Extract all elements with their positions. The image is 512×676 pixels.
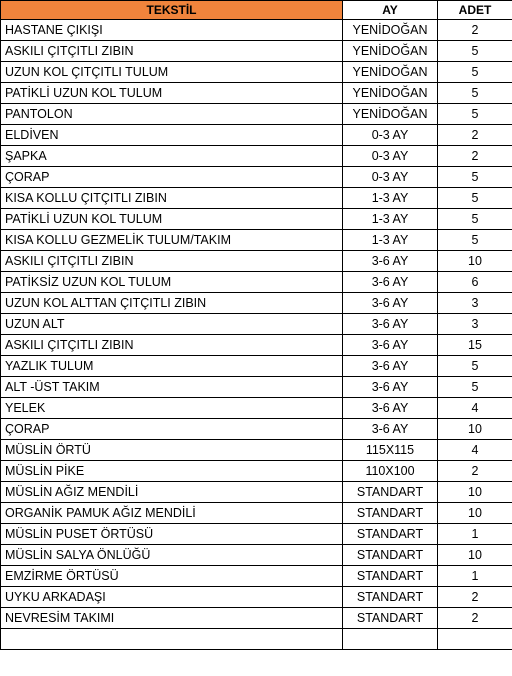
table-row bbox=[1, 41, 512, 62]
table-row bbox=[1, 83, 512, 104]
table-row bbox=[1, 251, 512, 272]
cell-quantity[interactable]: 10 bbox=[438, 503, 512, 524]
cell-item-name[interactable]: ÇORAP bbox=[1, 167, 343, 188]
cell-item-name[interactable]: HASTANE ÇIKIŞI bbox=[1, 20, 343, 41]
cell-quantity[interactable]: 5 bbox=[438, 188, 512, 209]
cell-age[interactable]: 3-6 AY bbox=[343, 335, 438, 356]
table-row bbox=[1, 62, 512, 83]
header-row bbox=[1, 1, 512, 20]
table-row bbox=[1, 419, 512, 440]
cell-item-name[interactable]: EMZİRME ÖRTÜSÜ bbox=[1, 566, 343, 587]
cell-age[interactable] bbox=[343, 629, 438, 650]
cell-item-name[interactable]: UZUN ALT bbox=[1, 314, 343, 335]
cell-item-name[interactable]: ÇORAP bbox=[1, 419, 343, 440]
cell-age[interactable]: STANDART bbox=[343, 608, 438, 629]
cell-quantity[interactable]: 10 bbox=[438, 419, 512, 440]
cell-age[interactable]: STANDART bbox=[343, 566, 438, 587]
cell-item-name[interactable]: MÜSLİN AĞIZ MENDİLİ bbox=[1, 482, 343, 503]
cell-item-name[interactable]: UZUN KOL ALTTAN ÇITÇITLI ZIBIN bbox=[1, 293, 343, 314]
cell-quantity[interactable]: 4 bbox=[438, 440, 512, 461]
cell-quantity[interactable]: 2 bbox=[438, 146, 512, 167]
cell-item-name[interactable]: ELDİVEN bbox=[1, 125, 343, 146]
cell-item-name[interactable]: UZUN KOL ÇITÇITLI TULUM bbox=[1, 62, 343, 83]
cell-item-name[interactable]: PATİKLİ UZUN KOL TULUM bbox=[1, 83, 343, 104]
cell-age[interactable]: 3-6 AY bbox=[343, 398, 438, 419]
cell-age[interactable]: 3-6 AY bbox=[343, 251, 438, 272]
cell-age[interactable]: YENİDOĞAN bbox=[343, 62, 438, 83]
cell-age[interactable]: STANDART bbox=[343, 503, 438, 524]
table-row bbox=[1, 272, 512, 293]
table-body bbox=[1, 20, 512, 650]
table-header bbox=[1, 1, 512, 20]
cell-age[interactable]: 110X100 bbox=[343, 461, 438, 482]
cell-quantity[interactable]: 2 bbox=[438, 608, 512, 629]
cell-quantity[interactable]: 3 bbox=[438, 314, 512, 335]
cell-item-name[interactable]: UYKU ARKADAŞI bbox=[1, 587, 343, 608]
table-row bbox=[1, 356, 512, 377]
table-row bbox=[1, 104, 512, 125]
cell-item-name[interactable]: YAZLIK TULUM bbox=[1, 356, 343, 377]
cell-item-name[interactable]: ASKILI ÇITÇITLI ZIBIN bbox=[1, 251, 343, 272]
cell-age[interactable]: 3-6 AY bbox=[343, 419, 438, 440]
cell-age[interactable]: YENİDOĞAN bbox=[343, 104, 438, 125]
cell-quantity[interactable]: 10 bbox=[438, 251, 512, 272]
cell-item-name[interactable]: ASKILI ÇITÇITLI ZIBIN bbox=[1, 41, 343, 62]
cell-quantity[interactable]: 2 bbox=[438, 587, 512, 608]
cell-age[interactable]: STANDART bbox=[343, 482, 438, 503]
cell-age[interactable]: 1-3 AY bbox=[343, 230, 438, 251]
cell-item-name[interactable]: MÜSLİN PUSET ÖRTÜSÜ bbox=[1, 524, 343, 545]
cell-age[interactable]: 0-3 AY bbox=[343, 125, 438, 146]
cell-age[interactable]: 3-6 AY bbox=[343, 293, 438, 314]
cell-item-name[interactable]: NEVRESİM TAKIMI bbox=[1, 608, 343, 629]
cell-quantity[interactable]: 5 bbox=[438, 377, 512, 398]
cell-age[interactable]: STANDART bbox=[343, 524, 438, 545]
cell-item-name[interactable]: PATİKLİ UZUN KOL TULUM bbox=[1, 209, 343, 230]
table-row bbox=[1, 398, 512, 419]
table-row bbox=[1, 608, 512, 629]
header-tekstil[interactable]: TEKSTİL bbox=[1, 1, 343, 20]
cell-item-name[interactable]: MÜSLİN SALYA ÖNLÜĞÜ bbox=[1, 545, 343, 566]
cell-item-name[interactable]: ASKILI ÇITÇITLI ZIBIN bbox=[1, 335, 343, 356]
cell-age[interactable]: 3-6 AY bbox=[343, 356, 438, 377]
cell-item-name[interactable]: YELEK bbox=[1, 398, 343, 419]
cell-quantity[interactable]: 1 bbox=[438, 566, 512, 587]
table-row bbox=[1, 482, 512, 503]
cell-quantity[interactable]: 5 bbox=[438, 209, 512, 230]
table-row bbox=[1, 125, 512, 146]
table-row bbox=[1, 293, 512, 314]
cell-quantity[interactable]: 1 bbox=[438, 524, 512, 545]
table-row bbox=[1, 335, 512, 356]
cell-age[interactable]: 1-3 AY bbox=[343, 188, 438, 209]
table-row bbox=[1, 230, 512, 251]
cell-age[interactable]: 0-3 AY bbox=[343, 167, 438, 188]
cell-age[interactable]: 3-6 AY bbox=[343, 272, 438, 293]
header-ay[interactable]: AY bbox=[343, 1, 438, 20]
table-row bbox=[1, 188, 512, 209]
cell-age[interactable]: YENİDOĞAN bbox=[343, 83, 438, 104]
table-row bbox=[1, 503, 512, 524]
cell-item-name[interactable] bbox=[1, 629, 343, 650]
cell-quantity[interactable]: 6 bbox=[438, 272, 512, 293]
cell-age[interactable]: STANDART bbox=[343, 587, 438, 608]
cell-item-name[interactable]: ŞAPKA bbox=[1, 146, 343, 167]
cell-item-name[interactable]: ORGANİK PAMUK AĞIZ MENDİLİ bbox=[1, 503, 343, 524]
cell-quantity[interactable]: 15 bbox=[438, 335, 512, 356]
cell-item-name[interactable]: PANTOLON bbox=[1, 104, 343, 125]
table-row bbox=[1, 545, 512, 566]
cell-age[interactable]: 3-6 AY bbox=[343, 314, 438, 335]
cell-item-name[interactable]: MÜSLİN PİKE bbox=[1, 461, 343, 482]
cell-quantity[interactable]: 5 bbox=[438, 167, 512, 188]
table-row bbox=[1, 629, 512, 650]
cell-quantity[interactable]: 5 bbox=[438, 356, 512, 377]
table-row bbox=[1, 566, 512, 587]
cell-age[interactable]: 1-3 AY bbox=[343, 209, 438, 230]
table-row bbox=[1, 524, 512, 545]
table-row bbox=[1, 20, 512, 41]
cell-quantity[interactable]: 2 bbox=[438, 20, 512, 41]
cell-item-name[interactable]: PATİKSİZ UZUN KOL TULUM bbox=[1, 272, 343, 293]
cell-item-name[interactable]: KISA KOLLU ÇITÇITLI ZIBIN bbox=[1, 188, 343, 209]
table-row bbox=[1, 209, 512, 230]
cell-age[interactable]: YENİDOĞAN bbox=[343, 41, 438, 62]
cell-quantity[interactable]: 3 bbox=[438, 293, 512, 314]
cell-age[interactable]: 3-6 AY bbox=[343, 377, 438, 398]
cell-quantity[interactable] bbox=[438, 629, 512, 650]
cell-quantity[interactable]: 5 bbox=[438, 83, 512, 104]
cell-quantity[interactable]: 5 bbox=[438, 104, 512, 125]
cell-quantity[interactable]: 10 bbox=[438, 482, 512, 503]
header-adet[interactable]: ADET bbox=[438, 1, 512, 20]
table-row bbox=[1, 461, 512, 482]
table-row bbox=[1, 314, 512, 335]
cell-quantity[interactable]: 2 bbox=[438, 125, 512, 146]
cell-age[interactable]: 115X115 bbox=[343, 440, 438, 461]
cell-item-name[interactable]: KISA KOLLU GEZMELİK TULUM/TAKIM bbox=[1, 230, 343, 251]
cell-quantity[interactable]: 5 bbox=[438, 230, 512, 251]
table-row bbox=[1, 146, 512, 167]
cell-item-name[interactable]: ALT -ÜST TAKIM bbox=[1, 377, 343, 398]
cell-quantity[interactable]: 2 bbox=[438, 461, 512, 482]
cell-age[interactable]: STANDART bbox=[343, 545, 438, 566]
table-row bbox=[1, 167, 512, 188]
cell-quantity[interactable]: 5 bbox=[438, 41, 512, 62]
cell-quantity[interactable]: 5 bbox=[438, 62, 512, 83]
table-row bbox=[1, 587, 512, 608]
cell-age[interactable]: YENİDOĞAN bbox=[343, 20, 438, 41]
table-row bbox=[1, 440, 512, 461]
cell-item-name[interactable]: MÜSLİN ÖRTÜ bbox=[1, 440, 343, 461]
table-row bbox=[1, 377, 512, 398]
cell-quantity[interactable]: 4 bbox=[438, 398, 512, 419]
cell-age[interactable]: 0-3 AY bbox=[343, 146, 438, 167]
cell-quantity[interactable]: 10 bbox=[438, 545, 512, 566]
